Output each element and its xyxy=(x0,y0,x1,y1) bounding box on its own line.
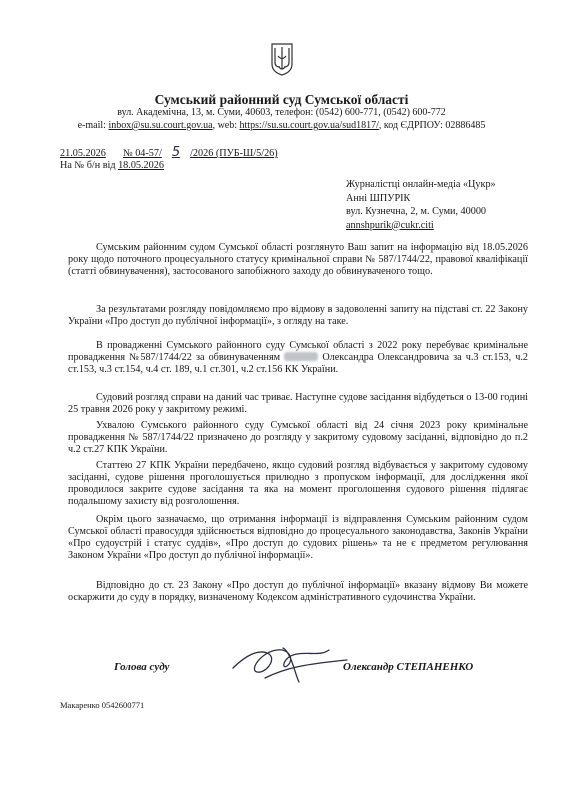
paragraph-4-text: Судовий розгляд справи на даний час триває. Наступне судове засідання відбудеться о 13-00 годині 25 травня 2026 року у закритому режимі. xyxy=(68,392,528,416)
signatory-name: Олександр СТЕПАНЕНКО xyxy=(343,661,474,673)
paragraph-7-text: Окрім цього зазначаємо, що отримання інформації із відправлення Сумським районним судом Сумської області правосуддя здійснюється відповідно до процесуального законодавства, Законів України «Про судоустрій і статус суддів», «Про доступ до судових рішень» та не є предметом регулювання Законом України «Про доступ до публічної інформації». xyxy=(68,514,528,562)
recipient-block xyxy=(346,178,546,232)
redacted-surname xyxy=(284,352,318,361)
paragraph-1 xyxy=(68,242,528,278)
paragraph-8 xyxy=(68,580,528,604)
paragraph-7 xyxy=(68,514,528,562)
court-name: Сумський районний суд Сумської області xyxy=(154,92,409,107)
paragraph-3 xyxy=(68,340,528,376)
handwritten-signature xyxy=(225,638,355,686)
paragraph-3-text-b: Олександра Олександровича за ч.3 ст.153, ч.2 ст.153, ч.3 ст.154, ч.4 ст. 189, ч.1 ст.301, ч.2 ст.156 КК України. xyxy=(68,352,529,376)
outgoing-reference xyxy=(60,147,278,160)
court-web-link[interactable]: https://su.su.court.gov.ua/sud1817/ xyxy=(239,120,379,131)
executor-note: Макаренко 0542600771 xyxy=(60,700,145,710)
court-address: вул. Академічна, 13, м. Суми, 40603, телефон: (0542) 600-771, (0542) 600-772 xyxy=(117,107,446,118)
paragraph-2 xyxy=(68,304,528,328)
paragraph-5-text: Ухвалою Сумського районного суду Сумської області від 24 січня 2023 року кримінальне провадження № 587/1744/22 призначено до розгляду у закритому судовому засіданні, відповідно до п.2 ч.2 ст.27 КПК України. xyxy=(68,420,528,456)
incoming-prefix: На № б/н від xyxy=(60,160,116,171)
coat-of-arms-icon xyxy=(270,42,294,76)
edrpou-code: , код ЄДРПОУ: 02886485 xyxy=(378,120,486,131)
paragraph-2-text: За результатами розгляду повідомляємо про відмову в задоволенні запиту на підставі ст. 22 Закону України «Про доступ до публічної інформації», з огляду на таке. xyxy=(68,304,528,328)
signature-position: Голова суду xyxy=(114,661,170,673)
incoming-date: 18.05.2026 xyxy=(118,160,164,171)
email-label: e-mail: xyxy=(77,120,106,131)
recipient-address: вул. Кузнечна, 2, м. Суми, 40000 xyxy=(346,206,487,217)
paragraph-5 xyxy=(68,420,528,456)
paragraph-4 xyxy=(68,392,528,416)
recipient-name: Анні ШПУРІК xyxy=(346,192,411,204)
court-contacts xyxy=(0,120,563,132)
recipient-line1: Журналістці онлайн-медіа «Цукр» xyxy=(346,179,496,190)
paragraph-6 xyxy=(68,460,528,508)
outgoing-date: 21.05.2026 xyxy=(60,148,106,159)
paragraph-3-text-a: В провадженні Сумського районного суду Сумської області з 2022 року перебуває кримінальне провадження №587/1744/22 за обвинуваченням xyxy=(68,340,528,364)
court-email-link[interactable]: inbox@su.su.court.gov.ua xyxy=(108,120,213,131)
recipient-email-link[interactable]: annshpurik@cukr.citi xyxy=(346,219,434,231)
paragraph-1-text: Сумським районним судом Сумської області розглянуто Ваш запит на інформацію від 18.05.2026 року щодо поточного процесуального статусу кримінальної справи № 587/1744/22, правової кваліфікації (статті обвинувачення), застосованого запобіжного заходу до обвинуваченого тощо. xyxy=(68,242,528,278)
outgoing-number-prefix: № 04-57/ xyxy=(122,148,162,159)
web-label: , web: xyxy=(212,120,238,131)
paragraph-8-text: Відповідно до ст. 23 Закону «Про доступ до публічної інформації» вказану відмову Ви можете оскаржити до суду в порядку, визначеному Кодексом адміністративного судочинства України. xyxy=(68,580,528,604)
outgoing-number-handwritten: 5 xyxy=(171,145,181,160)
outgoing-number-suffix: /2026 (ПУБ-Ш/5/26) xyxy=(190,148,278,159)
incoming-reference xyxy=(60,160,164,172)
paragraph-6-text: Статтею 27 КПК України передбачено, якщо судовий розгляд відбувається у закритому судовому засіданні, судове рішення проголошується прилюдно з пропуском інформації, для дослідження якої проводилося закрите судове засідання та яка на момент проголошення судового рішення підлягає подальшому захисту від розголошення. xyxy=(68,460,528,508)
